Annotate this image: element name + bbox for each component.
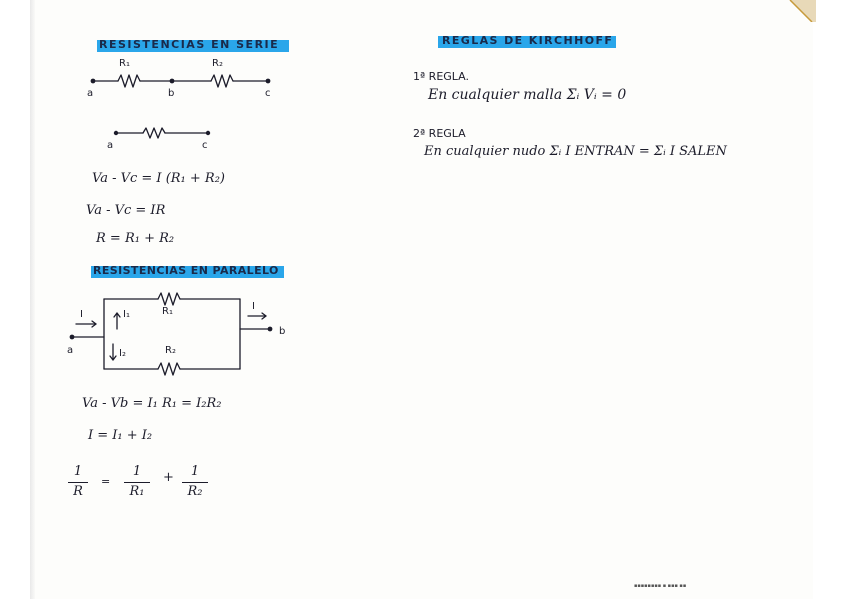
fraction-equals-sign: = [101, 475, 111, 488]
parallel-node-a-label: a [67, 345, 74, 356]
series-node-b-label: b [168, 88, 175, 99]
parallel-heading: RESISTENCIAS EN PARALELO [93, 264, 279, 277]
parallel-node-b-label: b [279, 326, 286, 337]
parallel-current-i2-label: I₂ [119, 348, 126, 359]
fraction-2-numerator: 1 [132, 464, 142, 479]
parallel-current-i1-label: I₁ [123, 309, 130, 320]
page-footer-mark: ▪▪▪▪▪▪▪▪ ▪ ▪▪▪ ▪▪ [634, 583, 687, 589]
series-heading: RESISTENCIAS EN SERIE [99, 38, 280, 51]
kirchhoff-heading: REGLAS DE KIRCHHOFF [442, 34, 614, 47]
fraction-3-numerator: 1 [190, 464, 200, 479]
fraction-3-bar [182, 482, 208, 483]
fraction-2-denominator: R₁ [129, 484, 145, 499]
parallel-current-in-label: I [80, 309, 83, 320]
series-equation-2: Va - Vc = IR [86, 203, 166, 218]
parallel-node-b-dot [268, 327, 273, 332]
fraction-3-denominator: R₂ [187, 484, 203, 499]
rule-1-title: 1ª REGLA. [413, 70, 470, 83]
rule-2-text: En cualquier nudo Σᵢ I ENTRAN = Σᵢ I SALEN [424, 144, 727, 159]
rule-1-text: En cualquier malla Σᵢ Vᵢ = 0 [428, 87, 627, 103]
series-equation-1: Va - Vc = I (R₁ + R₂) [92, 171, 225, 186]
fraction-2-bar [124, 482, 150, 483]
parallel-equation-2: I = I₁ + I₂ [88, 428, 153, 443]
parallel-equation-1: Va - Vb = I₁ R₁ = I₂R₂ [82, 396, 222, 411]
fraction-1-numerator: 1 [73, 464, 83, 479]
series-node-c2-label: c [202, 140, 208, 151]
fraction-1-bar [68, 482, 88, 483]
series-r1-label: R₁ [119, 58, 130, 69]
fraction-1-over-r2 [182, 464, 208, 501]
fraction-1-over-r1 [124, 464, 150, 501]
series-r2-label: R₂ [212, 58, 223, 69]
parallel-r1-label: R₁ [162, 306, 173, 317]
series-node-a-label: a [87, 88, 94, 99]
series-node-c-label: c [265, 88, 271, 99]
fraction-1-denominator: R [73, 484, 83, 499]
parallel-node-a-dot [70, 335, 75, 340]
fraction-plus-sign: + [163, 470, 174, 485]
parallel-r2-label: R₂ [165, 345, 176, 356]
fraction-1-over-r [68, 464, 88, 501]
series-node-a2-label: a [107, 140, 114, 151]
series-equation-3: R = R₁ + R₂ [96, 231, 175, 246]
parallel-current-out-label: I [252, 301, 255, 312]
rule-2-title: 2ª REGLA [413, 127, 466, 140]
